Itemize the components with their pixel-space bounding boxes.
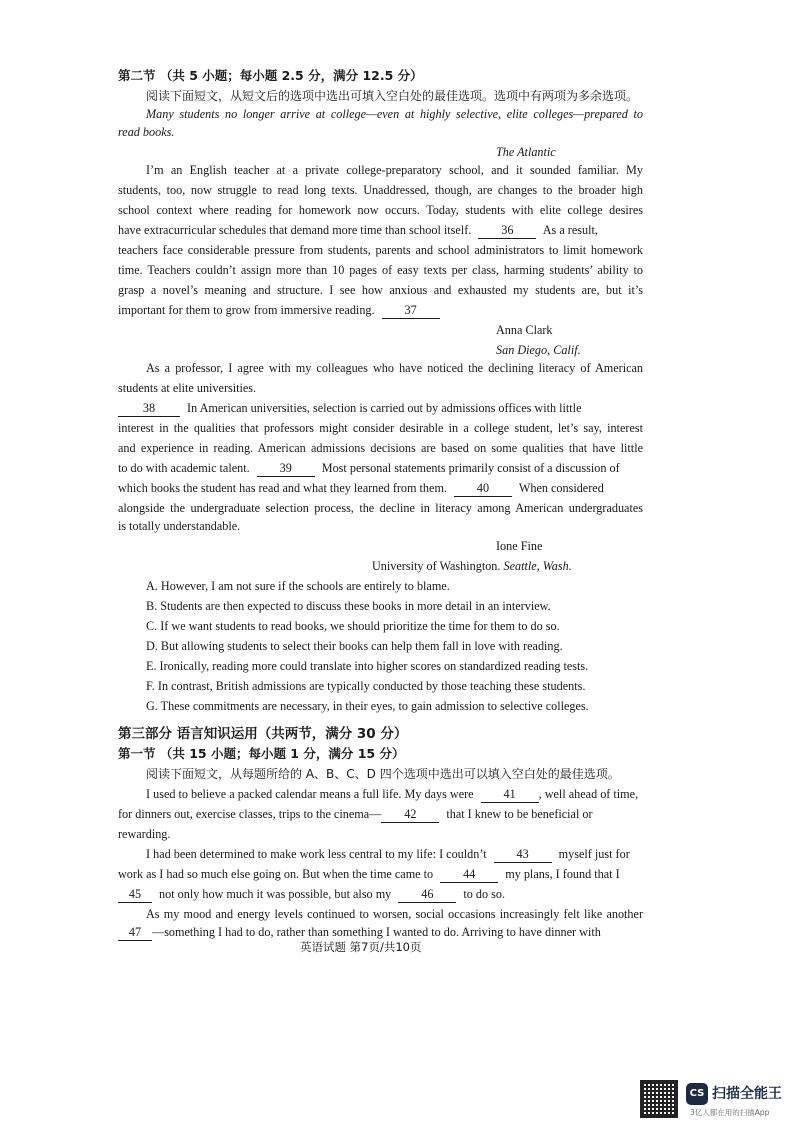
letter1-line-2: students, too, now struggle to read long texts. Unaddressed, though, are changes to the broader high <box>118 183 643 197</box>
option-d: D. But allowing students to select their books can help them fall in love with reading. <box>146 639 563 653</box>
letter2-line-3-text: In American universities, selection is carried out by admissions offices with little <box>187 401 582 415</box>
letter1-line-3: school context where reading for homework now occurs. Today, students with elite college desires <box>118 203 643 217</box>
letter1-line-6: time. Teachers couldn’t assign more than 10 pages of easy texts per class, harming students’ ability to <box>118 263 643 277</box>
letter2-line-9: is totally understandable. <box>118 519 241 533</box>
cloze-line-5a: work as I had so much else going on. But when the time came to <box>118 867 434 881</box>
blank-37: 37 <box>382 302 440 319</box>
letter1-author: Anna Clark <box>496 323 553 337</box>
cloze-line-2b: that I knew to be beneficial or <box>446 807 593 821</box>
blank-42: 42 <box>381 806 439 823</box>
letter1-line-5: teachers face considerable pressure from students, parents and school administrators to limit homework <box>118 243 643 257</box>
blank-38: 38 <box>118 400 180 417</box>
cloze-line-1 <box>146 784 643 804</box>
option-b: B. Students are then expected to discuss these books in more detail in an interview. <box>146 599 551 613</box>
option-a: A. However, I am not sure if the schools are entirely to blame. <box>146 579 450 593</box>
letter2-line-6b: Most personal statements primarily consist of a discussion of <box>321 461 620 475</box>
letter1-line-4 <box>118 220 643 240</box>
part3-heading: 第三部分 语言知识运用（共两节，满分 30 分） <box>118 726 408 742</box>
letter2-line-6a: to do with academic talent. <box>118 461 250 475</box>
blank-41: 41 <box>481 786 539 803</box>
letter1-place: San Diego, Calif. <box>496 343 581 357</box>
cloze-line-5b: my plans, I found that I <box>505 867 620 881</box>
cloze-line-7: As my mood and energy levels continued to worsen, social occasions increasingly felt like another <box>146 907 643 921</box>
letter1-line-8 <box>118 300 643 320</box>
section2-heading: 第二节 （共 5 小题；每小题 2.5 分，满分 12.5 分） <box>118 68 423 83</box>
cloze-line-2 <box>118 804 643 824</box>
cloze-line-4a: I had been determined to make work less central to my life: I couldn’t <box>146 847 487 861</box>
option-e: E. Ironically, reading more could translate into higher scores on standardized reading tests. <box>146 659 589 673</box>
blank-40: 40 <box>454 480 512 497</box>
letter1-line-1: I’m an English teacher at a private college-preparatory school, and it sounded familiar. My <box>146 163 643 177</box>
letter2-place <box>372 556 572 576</box>
letter2-line-6 <box>118 458 643 478</box>
cloze-line-1b: , well ahead of time, <box>538 787 639 801</box>
cloze-line-3: rewarding. <box>118 827 171 841</box>
letter2-line-4: interest in the qualities that professors might consider desirable in a college student, let’s say, interest <box>118 421 643 435</box>
blank-36: 36 <box>478 222 536 239</box>
cloze-line-5 <box>118 864 643 884</box>
letter1-line-8a: important for them to grow from immersive reading. <box>118 303 375 317</box>
page-footer: 英语试题 第7页/共10页 <box>300 940 422 954</box>
letter2-place-university: University of Washington. <box>372 559 501 573</box>
option-c: C. If we want students to read books, we should prioritize the time for them to do so. <box>146 619 560 633</box>
camscanner-logo-icon: CS <box>686 1083 708 1105</box>
letter2-line-3 <box>118 398 643 418</box>
cloze-line-6b: to do so. <box>463 887 506 901</box>
letter1-line-4b: As a result, <box>542 223 598 237</box>
cloze-line-4 <box>146 844 643 864</box>
part3-section1-heading: 第一节 （共 15 小题；每小题 1 分，满分 15 分） <box>118 746 405 761</box>
part3-instruction: 阅读下面短文，从每题所给的 A、B、C、D 四个选项中选出可以填入空白处的最佳选项。 <box>146 767 620 781</box>
section2-instruction: 阅读下面短文，从短文后的选项中选出可填入空白处的最佳选项。选项中有两项为多余选项。 <box>146 89 639 103</box>
blank-45: 45 <box>118 886 152 903</box>
blank-44: 44 <box>440 866 498 883</box>
scanner-watermark-title: 扫描全能王 <box>712 1086 782 1102</box>
intro-source: The Atlantic <box>496 145 556 159</box>
letter1-line-4a: have extracurricular schedules that demand more time than school itself. <box>118 223 472 237</box>
blank-47: 47 <box>118 924 152 941</box>
letter2-author: Ione Fine <box>496 539 543 553</box>
letter2-line-7 <box>118 478 643 498</box>
cloze-line-6a: not only how much it was possible, but also my <box>159 887 392 901</box>
cloze-line-1a: I used to believe a packed calendar means a full life. My days were <box>146 787 474 801</box>
letter2-line-7a: which books the student has read and what they learned from them. <box>118 481 447 495</box>
scanner-watermark-subtitle: 3亿人都在用的扫描App <box>690 1108 770 1117</box>
intro-line-2: read books. <box>118 125 175 139</box>
blank-39: 39 <box>257 460 315 477</box>
blank-46: 46 <box>398 886 456 903</box>
cloze-line-4b: myself just for <box>558 847 630 861</box>
letter2-line-1: As a professor, I agree with my colleagues who have noticed the declining literacy of American <box>146 361 643 375</box>
option-g: G. These commitments are necessary, in their eyes, to gain admission to selective colleges. <box>146 699 589 713</box>
letter2-line-5: and experience in reading. American admissions decisions are based on some qualities that have little <box>118 441 643 455</box>
cloze-line-8-text: —something I had to do, rather than something I wanted to do. Arriving to have dinner with <box>152 925 601 939</box>
option-f: F. In contrast, British admissions are typically conducted by those teaching these students. <box>146 679 586 693</box>
letter2-line-7b: When considered <box>518 481 604 495</box>
cloze-line-2a: for dinners out, exercise classes, trips to the cinema— <box>118 807 382 821</box>
letter1-line-7: grasp a novel’s meaning and structure. I see how anxious and exhausted my students are, but it’s <box>118 283 643 297</box>
cloze-line-6 <box>118 884 643 904</box>
intro-line-1: Many students no longer arrive at college—even at highly selective, elite colleges—prepared to <box>146 107 643 121</box>
blank-43: 43 <box>494 846 552 863</box>
letter2-line-2: students at elite universities. <box>118 381 257 395</box>
letter2-line-8: alongside the undergraduate selection process, the decline in literacy among American undergraduates <box>118 501 643 515</box>
qr-code-icon <box>640 1080 678 1118</box>
letter2-place-city: Seattle, Wash. <box>503 559 572 573</box>
